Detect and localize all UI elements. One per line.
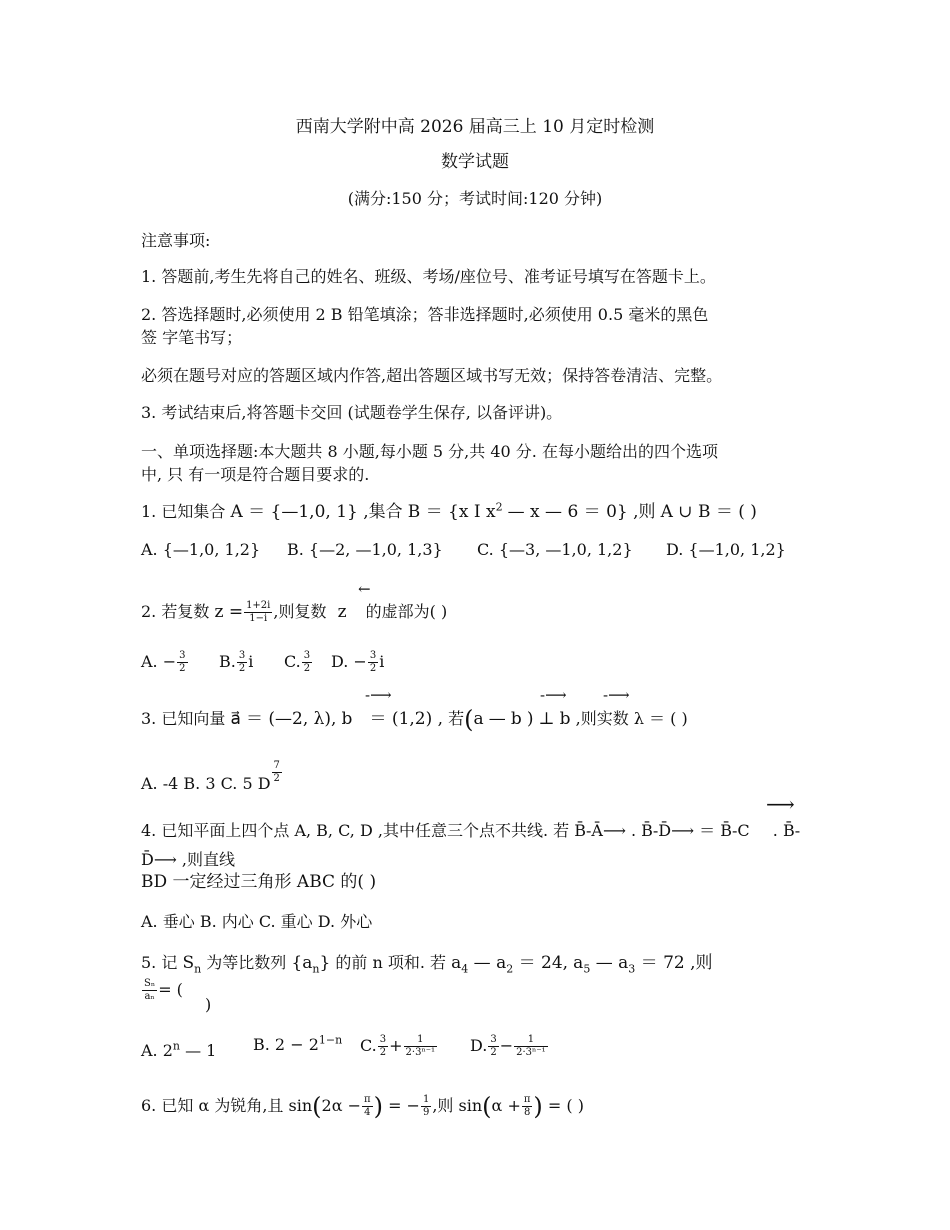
q1-prefix: 1. 已知集合	[141, 502, 226, 521]
q5-ratio-num: Sₙ	[144, 978, 156, 989]
q5-a2: a	[496, 953, 507, 973]
q2-stem	[141, 600, 447, 625]
notes-heading: 注意事项:	[141, 231, 211, 250]
q5-option-c-plus: +	[389, 1036, 403, 1055]
q6-nine: 9	[422, 1107, 430, 1118]
q6-ask: = ( )	[547, 1096, 584, 1115]
q5-option-c-frac1	[378, 1034, 388, 1059]
q5-option-d-f1-num: 3	[490, 1034, 497, 1045]
q6-pi-1: π	[364, 1094, 371, 1105]
q5-a4: a	[451, 953, 462, 973]
q5-ratio	[142, 978, 157, 1003]
q4-vector-b-cont: . B̄-	[772, 821, 801, 840]
q3-tail: ,则实数 λ ＝ ( )	[575, 709, 688, 728]
q1-set-b-part1: B ＝ {x I x	[407, 502, 496, 522]
q4-vector-bc: B̄-C	[720, 821, 750, 840]
q2-z-equals: z =	[214, 602, 244, 622]
q5-option-c-f1-num: 3	[379, 1034, 387, 1045]
q3-vector-a-2: a	[473, 709, 484, 729]
q6-paren-close-1: )	[373, 1092, 383, 1121]
q1-question: A ∪ B ＝ ( )	[660, 502, 757, 522]
exam-subject: 数学试题	[441, 152, 509, 172]
q5-option-c-f2-den: 2·3ⁿ⁻¹	[405, 1047, 436, 1058]
q5-sequence	[291, 953, 331, 976]
q3-options	[141, 760, 283, 795]
q5-eq24: ＝ 24,	[518, 953, 569, 973]
q5-option-c-frac2	[404, 1034, 438, 1059]
q5-s-sub: n	[194, 962, 202, 976]
q3-vector-b-arrow-3: -⟶	[603, 686, 630, 704]
q5-option-a-base: A. 2	[141, 1041, 173, 1060]
q1-option-b: B. {—2, —1,0, 1,3}	[287, 540, 443, 559]
q2-option-c-den: 2	[303, 663, 311, 674]
q2-prefix: 2. 若复数	[141, 602, 210, 621]
q6-pi-over-4	[362, 1094, 373, 1119]
q5-set-sub: n	[312, 962, 320, 976]
q5-option-d-label: D.	[470, 1036, 488, 1055]
q2-option-b-den: 2	[238, 663, 246, 674]
q5-option-b-exp: 1−n	[318, 1033, 343, 1047]
q3-vector-b: b	[341, 709, 353, 729]
q5-a5: a	[573, 953, 584, 973]
q4-vector-arrow: ⟶	[766, 792, 795, 816]
q6-paren-close-2: )	[533, 1092, 543, 1121]
q2-option-b-i: i	[248, 652, 254, 671]
q1-option-c: C. {—3, —1,0, 1,2}	[477, 540, 633, 559]
q3-prefix: 3. 已知向量	[141, 709, 226, 728]
q5-option-c	[360, 1034, 438, 1059]
q4-options: A. 垂心 B. 内心 C. 重心 D. 外心	[141, 912, 373, 931]
q5-stem	[141, 953, 713, 976]
q6-pi-2: π	[523, 1094, 531, 1105]
q5-option-a-tail: — 1	[185, 1041, 217, 1060]
q6-four: 4	[364, 1107, 371, 1118]
q5-mid2: 的前 n 项和. 若	[335, 953, 447, 972]
note-item-2-line-3: 必须在题号对应的答题区域内作答,超出答题区域书写无效；保持答卷清洁、完整。	[141, 366, 723, 385]
q3-option-d-frac	[272, 760, 282, 785]
q3-right-paren: )	[526, 709, 534, 729]
q5-option-d-frac2	[514, 1034, 548, 1059]
q4-prefix: 4. 已知平面上四个点 A, B, C, D ,其中任意三个点不共线. 若	[141, 821, 570, 840]
q2-option-d-frac	[368, 650, 378, 675]
q3-vector-a-letter: a	[230, 709, 241, 729]
q2-z-conjugate: z	[337, 602, 347, 622]
q2-option-d-i: i	[379, 652, 385, 671]
q2-option-c-num: 3	[303, 650, 311, 661]
q2-option-c-prefix: C.	[284, 652, 301, 671]
q6-then: ,则	[432, 1096, 454, 1115]
q2-option-d-num: 3	[369, 650, 377, 661]
q2-option-a	[141, 650, 189, 675]
q2-option-b-prefix: B.	[219, 652, 236, 671]
q2-conjugate-arrow: ←	[358, 580, 371, 598]
q1-stem	[141, 502, 757, 522]
q5-option-b	[253, 1034, 342, 1056]
q2-option-d	[331, 650, 384, 675]
q3-minus: —	[488, 709, 506, 729]
q6-sin-1: sin	[288, 1096, 313, 1115]
q5-option-c-f1-den: 2	[379, 1047, 387, 1058]
q5-option-c-f2-num: 1	[404, 1034, 438, 1047]
q2-option-b-frac	[237, 650, 247, 675]
q6-sin-2: sin	[458, 1096, 483, 1115]
q6-arg-1: 2α −	[321, 1096, 362, 1115]
q1-set-a: A ＝ {—1,0, 1} ,集合	[230, 502, 403, 522]
q3-left-paren: (	[464, 705, 474, 734]
q6-eight: 8	[523, 1107, 531, 1118]
q4-vector-ba: B̄-Ā⟶ .	[574, 821, 637, 840]
q5-option-d-frac1	[488, 1034, 498, 1059]
q5-option-c-label: C.	[360, 1036, 377, 1055]
q5-option-a-exp: n	[172, 1039, 180, 1053]
q2-option-c	[284, 650, 313, 675]
score-time-line: (满分:150 分；考试时间:120 分钟)	[347, 189, 603, 208]
q3-perp: ⊥	[538, 709, 555, 729]
q5-minus-2: —	[595, 953, 613, 973]
note-item-1: 1. 答题前,考生先将自己的姓名、班级、考场/座位号、准考证号填写在答题卡上。	[141, 267, 716, 286]
q5-minus-1: —	[473, 953, 491, 973]
section1-line-2: 中, 只 有一项是符合题目要求的.	[141, 465, 370, 484]
q2-option-a-den: 2	[179, 663, 186, 674]
q3-b-value: ＝ (1,2) ,	[369, 709, 444, 729]
q3-vector-b-3: b	[559, 709, 571, 729]
q5-close-paren: )	[205, 995, 212, 1014]
q2-tail: 的虚部为( )	[365, 602, 448, 621]
q2-option-d-prefix: D. −	[331, 652, 367, 671]
q5-mid1: 为等比数列	[206, 953, 287, 972]
q5-a3: a	[618, 953, 629, 973]
q5-a4-sub: 4	[461, 962, 469, 976]
q3-vector-a	[230, 709, 240, 729]
q2-option-b-num: 3	[238, 650, 246, 661]
q5-option-d-f1-den: 2	[490, 1047, 497, 1058]
q4-vector-bd: B̄-D̄⟶ ＝	[641, 821, 716, 840]
q5-a2-sub: 2	[506, 962, 514, 976]
q6-paren-open-2: (	[482, 1092, 492, 1121]
q6-stem	[141, 1094, 584, 1119]
exam-title: 西南大学附中高 2026 届高三上 10 月定时检测	[295, 117, 655, 137]
q2-option-d-den: 2	[369, 663, 377, 674]
q2-mid: ,则复数	[273, 602, 327, 621]
q2-denominator: 1−i	[249, 613, 268, 624]
q2-fraction	[244, 600, 272, 625]
q4-stem-line-1	[141, 821, 800, 841]
q6-prefix: 6. 已知 α 为锐角,且	[141, 1096, 284, 1115]
q4-stem-line-2: D̄⟶ ,则直线	[141, 850, 235, 869]
q5-question	[141, 978, 183, 1003]
q3-vector-b-arrow-2: -⟶	[540, 686, 567, 704]
q3-if: 若	[448, 709, 465, 728]
q6-one: 1	[422, 1094, 430, 1105]
q3-a-value: ＝ (—2, λ),	[245, 709, 337, 729]
q5-option-a	[141, 1040, 216, 1062]
q5-a3-sub: 3	[628, 962, 636, 976]
q6-paren-open-1: (	[312, 1092, 322, 1121]
section1-line-1: 一、单项选择题:本大题共 8 小题,每小题 5 分,共 40 分. 在每小题给出的四个选项	[141, 442, 718, 461]
q6-pi-over-8	[522, 1094, 533, 1119]
q5-option-b-base: B. 2 − 2	[253, 1035, 319, 1054]
q4-stem-line-3: BD 一定经过三角形 ABC 的( )	[141, 872, 377, 892]
q5-sn	[182, 953, 202, 976]
q5-option-d-f2-den: 2·3ⁿ⁻¹	[516, 1047, 546, 1058]
q3-option-d-num: 7	[273, 760, 280, 771]
q5-set-close: }	[319, 953, 331, 973]
q2-option-b	[219, 650, 253, 675]
q2-option-a-frac	[177, 650, 187, 675]
q3-option-d-den: 2	[273, 773, 280, 784]
q5-prefix: 5. 记	[141, 953, 178, 972]
q1-option-d: D. {—1,0, 1,2}	[666, 540, 786, 559]
q5-option-d-f2-num: 1	[514, 1034, 548, 1047]
note-item-2-line-1: 2. 答选择题时,必须使用 2 B 铅笔填涂；答非选择题时,必须使用 0.5 毫米的黑色	[141, 305, 709, 324]
q6-arg-2: α +	[491, 1096, 521, 1115]
q3-vector-b-arrow-1: -⟶	[365, 686, 392, 704]
q1-set-b-part2: — x — 6 ＝ 0} ,则	[507, 502, 656, 522]
q5-ask: = (	[158, 980, 183, 999]
q5-set-open: {a	[291, 953, 313, 973]
q5-option-d	[470, 1034, 549, 1059]
q5-option-d-minus: −	[499, 1036, 514, 1055]
q2-option-a-prefix: A. −	[141, 652, 177, 671]
q3-options-text: A. -4 B. 3 C. 5 D	[141, 774, 271, 793]
q2-option-c-frac	[302, 650, 312, 675]
q3-stem	[141, 705, 688, 734]
note-item-2-line-2: 签 字笔书写；	[141, 328, 243, 347]
q1-square-exponent: 2	[495, 500, 503, 514]
q5-ratio-den: aₙ	[144, 991, 155, 1002]
q5-s: S	[182, 953, 195, 973]
q5-a5-sub: 5	[583, 962, 591, 976]
q6-rhs: = −	[388, 1096, 420, 1115]
q2-numerator: 1+2i	[246, 600, 271, 611]
q3-vector-b-2: b	[510, 709, 522, 729]
q5-condition-1	[451, 953, 569, 976]
q5-eq72: ＝ 72 ,则	[640, 953, 713, 973]
q6-one-ninth	[421, 1094, 431, 1119]
q2-option-a-num: 3	[179, 650, 186, 661]
note-item-3: 3. 考试结束后,将答题卡交回 (试题卷学生保存, 以备评讲)。	[141, 403, 563, 422]
q1-option-a: A. {—1,0, 1,2}	[141, 540, 261, 559]
q5-condition-2	[573, 953, 713, 976]
